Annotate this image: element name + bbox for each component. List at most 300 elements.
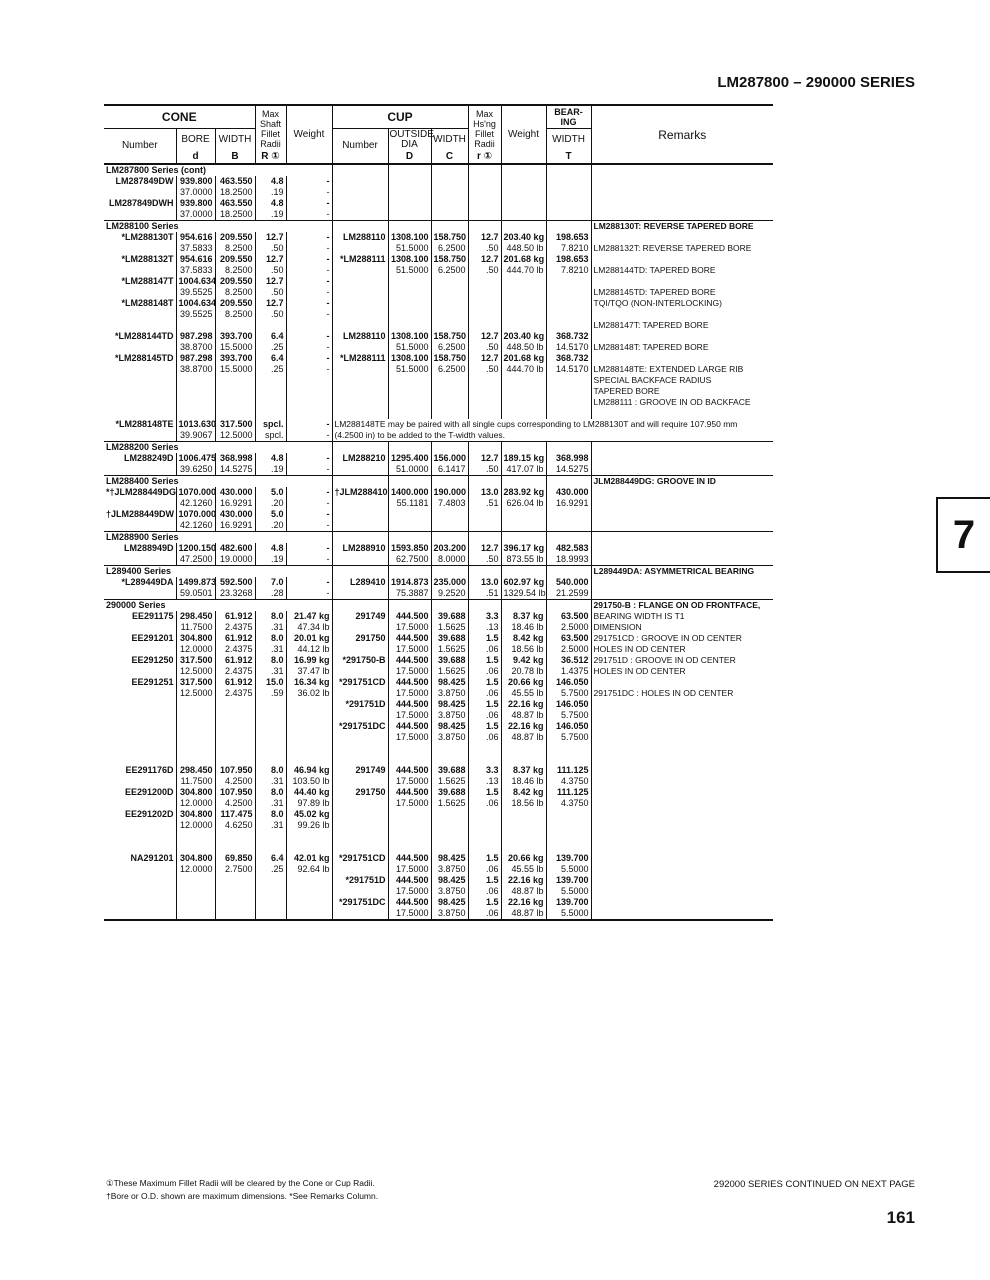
cone-number-cell [104,386,176,397]
value-cell: 8.37 kg [501,765,546,776]
value-cell [176,710,215,721]
value-cell: 954.616 [176,232,215,243]
value-cell: 7.8210 [546,265,591,276]
remarks-cell: LM288147T: TAPERED BORE [591,320,773,331]
value-cell: 51.5000 [388,265,431,276]
value-cell [501,397,546,408]
value-cell: 1295.400 [388,453,431,464]
cone-number-cell: EE291251 [131,677,174,687]
remarks-cell [591,577,773,588]
cup-number-cell [332,622,388,633]
cup-number-cell [332,644,388,655]
empty-cell [431,600,468,612]
table-body [104,164,773,920]
value-cell: .25 [255,342,286,353]
value-cell [468,520,501,532]
value-cell: 1.5 [468,677,501,688]
remarks-cell [591,908,773,920]
value-cell: 139.700 [546,897,591,908]
value-cell: 20.78 lb [501,666,546,677]
value-cell: 158.750 [431,331,468,342]
value-cell: 1329.54 lb [501,588,546,600]
value-cell [431,209,468,221]
value-cell [215,732,255,743]
cup-number-cell [332,265,388,276]
value-cell: .19 [255,554,286,566]
table-row [104,243,773,254]
value-cell: 99.26 lb [286,820,332,831]
cone-number-cell [104,897,176,908]
value-cell: 17.5000 [388,776,431,787]
footnote-maximum-dimensions: †Bore or O.D. shown are maximum dimensions. *See Remarks Column. [106,1191,379,1201]
value-cell [546,309,591,320]
value-cell: 2.5000 [546,644,591,655]
value-cell: 42.1260 [176,498,215,509]
value-cell: .25 [255,364,286,375]
cup-weight-header: Weight [501,105,546,164]
remarks-cell: JLM288449DG: GROOVE IN ID [591,476,773,488]
value-cell: 6.4 [255,853,286,864]
remarks-cell: L289449DA: ASYMMETRICAL BEARING [591,566,773,578]
value-cell: 47.2500 [176,554,215,566]
cup-number-cell: LM288210 [332,453,388,464]
cell: *LM288148TE [115,419,174,429]
value-cell: 4.8 [255,453,286,464]
series-label: LM288900 Series [104,532,332,544]
table-row [104,622,773,633]
value-cell: 158.750 [431,232,468,243]
empty-cell [501,600,546,612]
value-cell: 11.7500 [176,776,215,787]
value-cell [286,699,332,710]
value-cell: 6.4 [255,353,286,364]
value-cell: 209.550 [215,254,255,265]
value-cell [286,743,332,754]
value-cell: 16.34 kg [286,677,332,688]
value-cell: 39.5525 [176,287,215,298]
value-cell: - [286,498,332,509]
cup-number-cell [332,732,388,743]
value-cell [546,520,591,532]
remarks-cell: SPECIAL BACKFACE RADIUS [591,375,773,386]
value-cell: 317.500 [176,655,215,666]
value-cell [431,509,468,520]
value-cell: 444.500 [388,787,431,798]
pairing-note: (4.2500 in) to be added to the T-width values. [332,430,773,442]
value-cell: 20.01 kg [286,633,332,644]
value-cell: .50 [468,243,501,254]
remarks-cell [591,699,773,710]
series-title: LM287800 – 290000 SERIES [717,74,915,91]
value-cell [501,298,546,309]
page-number: 161 [886,1208,915,1227]
value-cell [431,842,468,853]
remarks-cell [591,831,773,842]
empty-cell [388,600,431,612]
empty-cell [332,566,388,578]
value-cell: 1914.873 [388,577,431,588]
empty-cell [388,476,431,488]
value-cell: 5.7500 [546,710,591,721]
remarks-cell [591,721,773,732]
value-cell [286,408,332,419]
table-row [104,743,773,754]
value-cell [255,710,286,721]
remarks-cell [591,408,773,419]
value-cell: 430.000 [215,487,255,498]
value-cell: 14.5170 [546,364,591,375]
value-cell: 61.912 [215,655,255,666]
value-cell: 48.87 lb [501,908,546,920]
value-cell: 8.2500 [215,243,255,254]
series-label: LM288100 Series [104,221,332,233]
value-cell [501,375,546,386]
value-cell: .50 [468,464,501,476]
value-cell: 12.5000 [176,688,215,699]
value-cell: 38.8700 [176,364,215,375]
value-cell: 6.2500 [431,342,468,353]
value-cell [215,908,255,920]
value-cell: 368.732 [546,353,591,364]
table-row [104,765,773,776]
value-cell: 1.5 [468,853,501,864]
cup-number-cell [332,287,388,298]
value-cell [388,287,431,298]
value-cell [388,198,431,209]
value-cell [501,287,546,298]
value-cell: .50 [255,243,286,254]
value-cell: 3.8750 [431,688,468,699]
value-cell: 6.4 [255,331,286,342]
value-cell: .51 [468,588,501,600]
value-cell [546,298,591,309]
value-cell: 2.7500 [215,864,255,875]
value-cell: .50 [468,265,501,276]
value-cell: 17.5000 [388,864,431,875]
table-row [104,908,773,920]
value-cell: 4.2500 [215,798,255,809]
value-cell: 203.200 [431,543,468,554]
value-cell: 444.500 [388,677,431,688]
value-cell: 21.2599 [546,588,591,600]
value-cell: 3.3 [468,611,501,622]
cone-number-cell [104,622,176,633]
cone-number-cell [104,798,176,809]
value-cell [501,809,546,820]
value-cell: 1.5625 [431,798,468,809]
cone-number-cell: EE291200D [124,787,174,797]
value-cell: 146.050 [546,699,591,710]
value-cell: 4.6250 [215,820,255,831]
cup-number-cell: *291751CD [332,853,388,864]
value-cell: 1.5 [468,699,501,710]
empty-cell [431,221,468,233]
value-cell [176,375,215,386]
value-cell: 98.425 [431,853,468,864]
value-cell: 444.500 [388,633,431,644]
value-cell: 139.700 [546,853,591,864]
cell: 317.500 [215,419,255,430]
table-row [104,265,773,276]
table-row [104,633,773,644]
value-cell [546,187,591,198]
empty-cell [431,566,468,578]
value-cell: 55.1181 [388,498,431,509]
remarks-cell [591,543,773,554]
cone-number-cell: *LM288130T [121,232,174,242]
remarks-cell: 291751CD : GROOVE IN OD CENTER [591,633,773,644]
value-cell [388,176,431,187]
value-cell: 15.0 [255,677,286,688]
value-cell [431,176,468,187]
value-cell: 1.5625 [431,622,468,633]
value-cell: 146.050 [546,677,591,688]
value-cell: 14.5275 [215,464,255,476]
value-cell [468,386,501,397]
value-cell: 16.9291 [215,520,255,532]
empty-cell [332,442,388,454]
value-cell: 15.5000 [215,342,255,353]
empty-cell [501,442,546,454]
value-cell: 444.500 [388,765,431,776]
table-row [104,809,773,820]
value-cell: 1.5 [468,897,501,908]
cup-number-cell [332,886,388,897]
value-cell: 4.8 [255,198,286,209]
value-cell: .51 [468,498,501,509]
value-cell: 37.5833 [176,243,215,254]
cone-number-cell [104,666,176,677]
cone-number-cell [104,209,176,221]
value-cell: 1004.634 [176,298,215,309]
value-cell: .28 [255,588,286,600]
cup-number-cell: LM288910 [332,543,388,554]
table-row [104,487,773,498]
table-row [104,710,773,721]
value-cell: 209.550 [215,276,255,287]
value-cell [431,397,468,408]
value-cell [286,875,332,886]
table-row [104,198,773,209]
empty-cell [332,476,388,488]
outside-dia-symbol: D [388,151,431,164]
value-cell: 1.5 [468,787,501,798]
value-cell [431,520,468,532]
remarks-cell: LM288111 : GROOVE IN OD BACKFACE [591,397,773,408]
value-cell: 1006.475 [176,453,215,464]
value-cell: 12.0000 [176,820,215,831]
value-cell [501,842,546,853]
remarks-cell [591,754,773,765]
table-row [104,732,773,743]
value-cell [286,897,332,908]
cup-number-cell [332,776,388,787]
value-cell: - [286,509,332,520]
value-cell: 17.5000 [388,666,431,677]
value-cell: 209.550 [215,232,255,243]
value-cell: 444.500 [388,721,431,732]
value-cell: 12.7 [468,254,501,265]
value-cell [286,710,332,721]
value-cell: 4.3750 [546,776,591,787]
value-cell: 8.2500 [215,265,255,276]
cup-number-cell [332,831,388,842]
remarks-cell [591,254,773,265]
empty-cell [388,566,431,578]
value-cell [388,298,431,309]
value-cell [215,754,255,765]
value-cell: 11.7500 [176,622,215,633]
value-cell: 4.8 [255,543,286,554]
value-cell [286,721,332,732]
table-row [104,699,773,710]
value-cell: 209.550 [215,298,255,309]
value-cell: 4.8 [255,176,286,187]
value-cell: 2.4375 [215,644,255,655]
value-cell: 97.89 lb [286,798,332,809]
value-cell [501,754,546,765]
value-cell [388,276,431,287]
value-cell: 158.750 [431,353,468,364]
value-cell: 1200.150 [176,543,215,554]
value-cell: 5.0 [255,509,286,520]
value-cell [388,209,431,221]
table-row [104,644,773,655]
value-cell [546,287,591,298]
value-cell [431,287,468,298]
value-cell [546,820,591,831]
remarks-cell: TQI/TQO (NON-INTERLOCKING) [591,298,773,309]
value-cell: 13.0 [468,577,501,588]
value-cell [388,386,431,397]
value-cell: 42.01 kg [286,853,332,864]
value-cell [286,732,332,743]
value-cell [215,408,255,419]
cell: 12.5000 [215,430,255,442]
cone-number-cell: EE291176D [125,765,174,775]
value-cell: 9.42 kg [501,655,546,666]
value-cell [468,209,501,221]
empty-cell [388,221,431,233]
remarks-cell [591,442,773,454]
outside-dia-header: OUTSIDE DIA [389,129,434,150]
table-row [104,353,773,364]
value-cell [215,831,255,842]
table-row [104,655,773,666]
value-cell [176,699,215,710]
value-cell: 482.583 [546,543,591,554]
empty-cell [332,164,388,176]
remarks-cell: LM288148TE: EXTENDED LARGE RIB [591,364,773,375]
value-cell [176,732,215,743]
value-cell: 198.653 [546,254,591,265]
value-cell: .50 [468,364,501,375]
value-cell [468,187,501,198]
value-cell: 5.7500 [546,688,591,699]
value-cell: .06 [468,710,501,721]
value-cell: 189.15 kg [501,453,546,464]
value-cell: 45.55 lb [501,688,546,699]
value-cell: 51.0000 [388,464,431,476]
cell: spcl. [255,419,286,430]
remarks-cell: DIMENSION [591,622,773,633]
empty-cell [431,532,468,544]
value-cell: 444.500 [388,699,431,710]
remarks-cell [591,353,773,364]
empty-cell [468,532,501,544]
value-cell: 39.5525 [176,309,215,320]
value-cell [468,276,501,287]
value-cell [255,875,286,886]
cone-number-cell: LM288949D [123,543,174,553]
remarks-cell: LM288145TD: TAPERED BORE [591,287,773,298]
value-cell: 1593.850 [388,543,431,554]
value-cell [215,721,255,732]
table-header [104,105,773,164]
remarks-cell [591,886,773,897]
value-cell: 393.700 [215,353,255,364]
empty-cell [431,164,468,176]
series-row [104,566,773,578]
table-row [104,666,773,677]
value-cell [431,408,468,419]
remarks-cell: 291751DC : HOLES IN OD CENTER [591,688,773,699]
cup-number-cell: 291749 [332,765,388,776]
cup-number-cell: L289410 [332,577,388,588]
remarks-cell [591,820,773,831]
value-cell [546,198,591,209]
cup-number-cell [332,710,388,721]
empty-cell [501,566,546,578]
remarks-cell [591,520,773,532]
table-row [104,342,773,353]
remarks-cell [591,798,773,809]
value-cell [286,386,332,397]
value-cell [468,743,501,754]
cone-weight-header: Weight [286,105,332,164]
value-cell: 61.912 [215,633,255,644]
cone-number-cell: *LM288132T [121,254,174,264]
series-row [104,600,773,612]
value-cell: 198.653 [546,232,591,243]
value-cell [388,397,431,408]
value-cell: 3.3 [468,765,501,776]
value-cell: 12.7 [468,331,501,342]
value-cell [388,520,431,532]
section-tab: 7 [936,497,990,573]
empty-cell [546,164,591,176]
value-cell: 12.7 [468,453,501,464]
value-cell: 98.425 [431,897,468,908]
empty-cell [332,600,388,612]
value-cell: 2.4375 [215,666,255,677]
cone-number-cell [104,320,176,331]
remarks-cell [591,164,773,176]
value-cell: 12.7 [468,353,501,364]
value-cell: 22.16 kg [501,897,546,908]
cone-number-cell: EE291201 [131,633,174,643]
empty-cell [546,221,591,233]
value-cell [431,820,468,831]
value-cell [431,309,468,320]
bearing-spec-table [104,104,773,921]
value-cell [468,820,501,831]
remarks-cell [591,309,773,320]
value-cell: 36.512 [546,655,591,666]
table-row [104,320,773,331]
value-cell: 1.5 [468,875,501,886]
table-row [104,364,773,375]
